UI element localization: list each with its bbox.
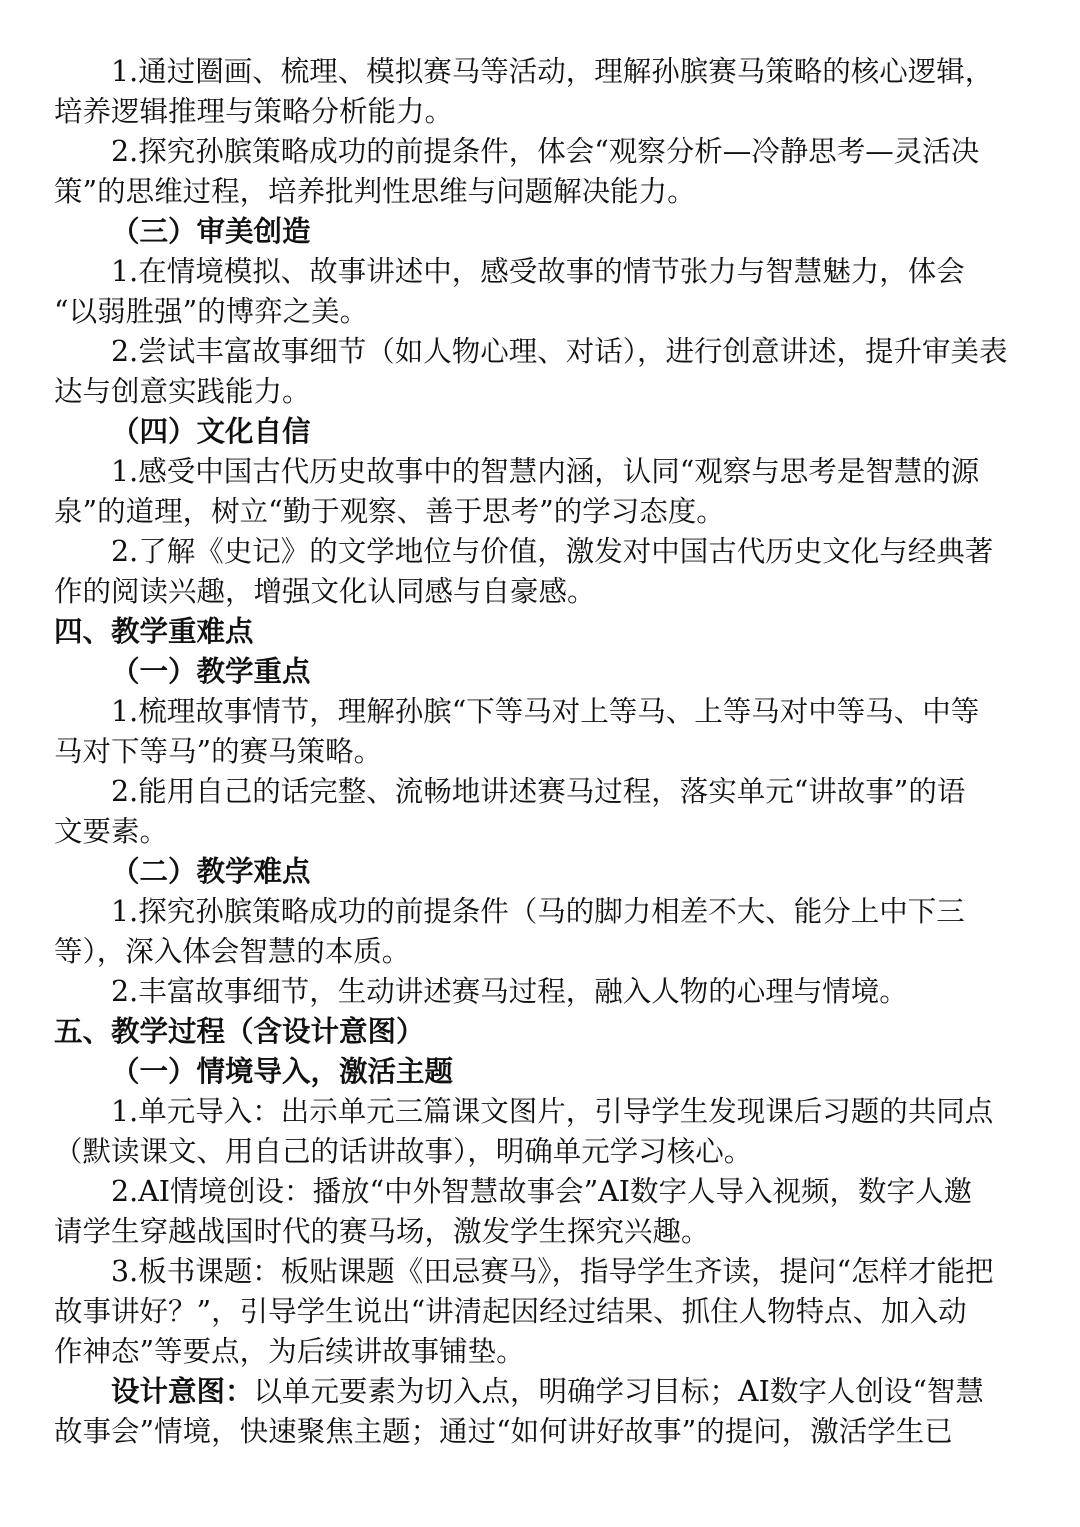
section-heading: 五、教学过程（含设计意图）: [54, 1015, 425, 1048]
subsection-heading: （一）教学重点: [111, 655, 311, 688]
paragraph-first-line: 1.梳理故事情节，理解孙膑“下等马对上等马、上等马对中等马、中等: [111, 695, 980, 728]
paragraph-continuation-line: 文要素。: [54, 815, 169, 848]
paragraph-first-line: 2.探究孙膑策略成功的前提条件，体会“观察分析—冷静思考—灵活决: [111, 135, 980, 168]
paragraph-first-line: 2.能用自己的话完整、流畅地讲述赛马过程，落实单元“讲故事”的语: [111, 775, 966, 808]
paragraph-continuation-line: （默读课文、用自己的话讲故事），明确单元学习核心。: [54, 1135, 753, 1168]
paragraph-continuation-line: “以弱胜强”的博弈之美。: [54, 295, 369, 328]
paragraph-first-line: 2.AI情境创设：播放“中外智慧故事会”AI数字人导入视频，数字人邀: [111, 1175, 973, 1208]
design-intent-line: [54, 1372, 1028, 1412]
paragraph-continuation-line: 达与创意实践能力。: [54, 375, 311, 408]
paragraph-first-line: 1.单元导入：出示单元三篇课文图片，引导学生发现课后习题的共同点: [111, 1095, 994, 1128]
paragraph-continuation-line: 作神态”等要点，为后续讲故事铺垫。: [54, 1335, 525, 1368]
paragraph-continuation-line: 培养逻辑推理与策略分析能力。: [54, 95, 454, 128]
paragraph-continuation-line: 作的阅读兴趣，增强文化认同感与自豪感。: [54, 575, 596, 608]
paragraph-continuation-line: 泉”的道理，树立“勤于观察、善于思考”的学习态度。: [54, 495, 725, 528]
subsection-heading: （一）情境导入，激活主题: [111, 1055, 454, 1088]
paragraph-first-line: 1.通过圈画、梳理、模拟赛马等活动，理解孙膑赛马策略的核心逻辑，: [111, 55, 994, 88]
section-heading: 四、教学重难点: [54, 615, 254, 648]
design-intent-label: 设计意图：: [111, 1375, 254, 1408]
paragraph-first-line: 2.尝试丰富故事细节（如人物心理、对话），进行创意讲述，提升审美表: [111, 335, 1008, 368]
paragraph-continuation-line: 故事讲好？”，引导学生说出“讲清起因经过结果、抓住人物特点、加入动: [54, 1295, 967, 1328]
subsection-heading: （三）审美创造: [111, 215, 311, 248]
paragraph-first-line: 3.板书课题：板贴课题《田忌赛马》，指导学生齐读，提问“怎样才能把: [111, 1255, 994, 1288]
paragraph-continuation-line: 等），深入体会智慧的本质。: [54, 935, 411, 968]
subsection-heading: （二）教学难点: [111, 855, 311, 888]
paragraph-continuation-line: 马对下等马”的赛马策略。: [54, 735, 383, 768]
paragraph-first-line: 2.了解《史记》的文学地位与价值，激发对中国古代历史文化与经典著: [111, 535, 994, 568]
paragraph-continuation-line: 故事会”情境，快速聚焦主题；通过“如何讲好故事”的提问，激活学生已: [54, 1415, 953, 1448]
paragraph-continuation-line: 请学生穿越战国时代的赛马场，激发学生探究兴趣。: [54, 1215, 710, 1248]
paragraph-first-line: 1.探究孙膑策略成功的前提条件（马的脚力相差不大、能分上中下三: [111, 895, 965, 928]
design-intent-text: 以单元要素为切入点，明确学习目标；AI数字人创设“智慧: [253, 1375, 984, 1408]
paragraph-continuation-line: 策”的思维过程，培养批判性思维与问题解决能力。: [54, 175, 696, 208]
document-body: [54, 52, 1028, 1452]
subsection-heading: （四）文化自信: [111, 415, 311, 448]
paragraph-first-line: 2.丰富故事细节，生动讲述赛马过程，融入人物的心理与情境。: [111, 975, 908, 1008]
paragraph-first-line: 1.在情境模拟、故事讲述中，感受故事的情节张力与智慧魅力，体会: [111, 255, 965, 288]
paragraph-first-line: 1.感受中国古代历史故事中的智慧内涵，认同“观察与思考是智慧的源: [111, 455, 980, 488]
